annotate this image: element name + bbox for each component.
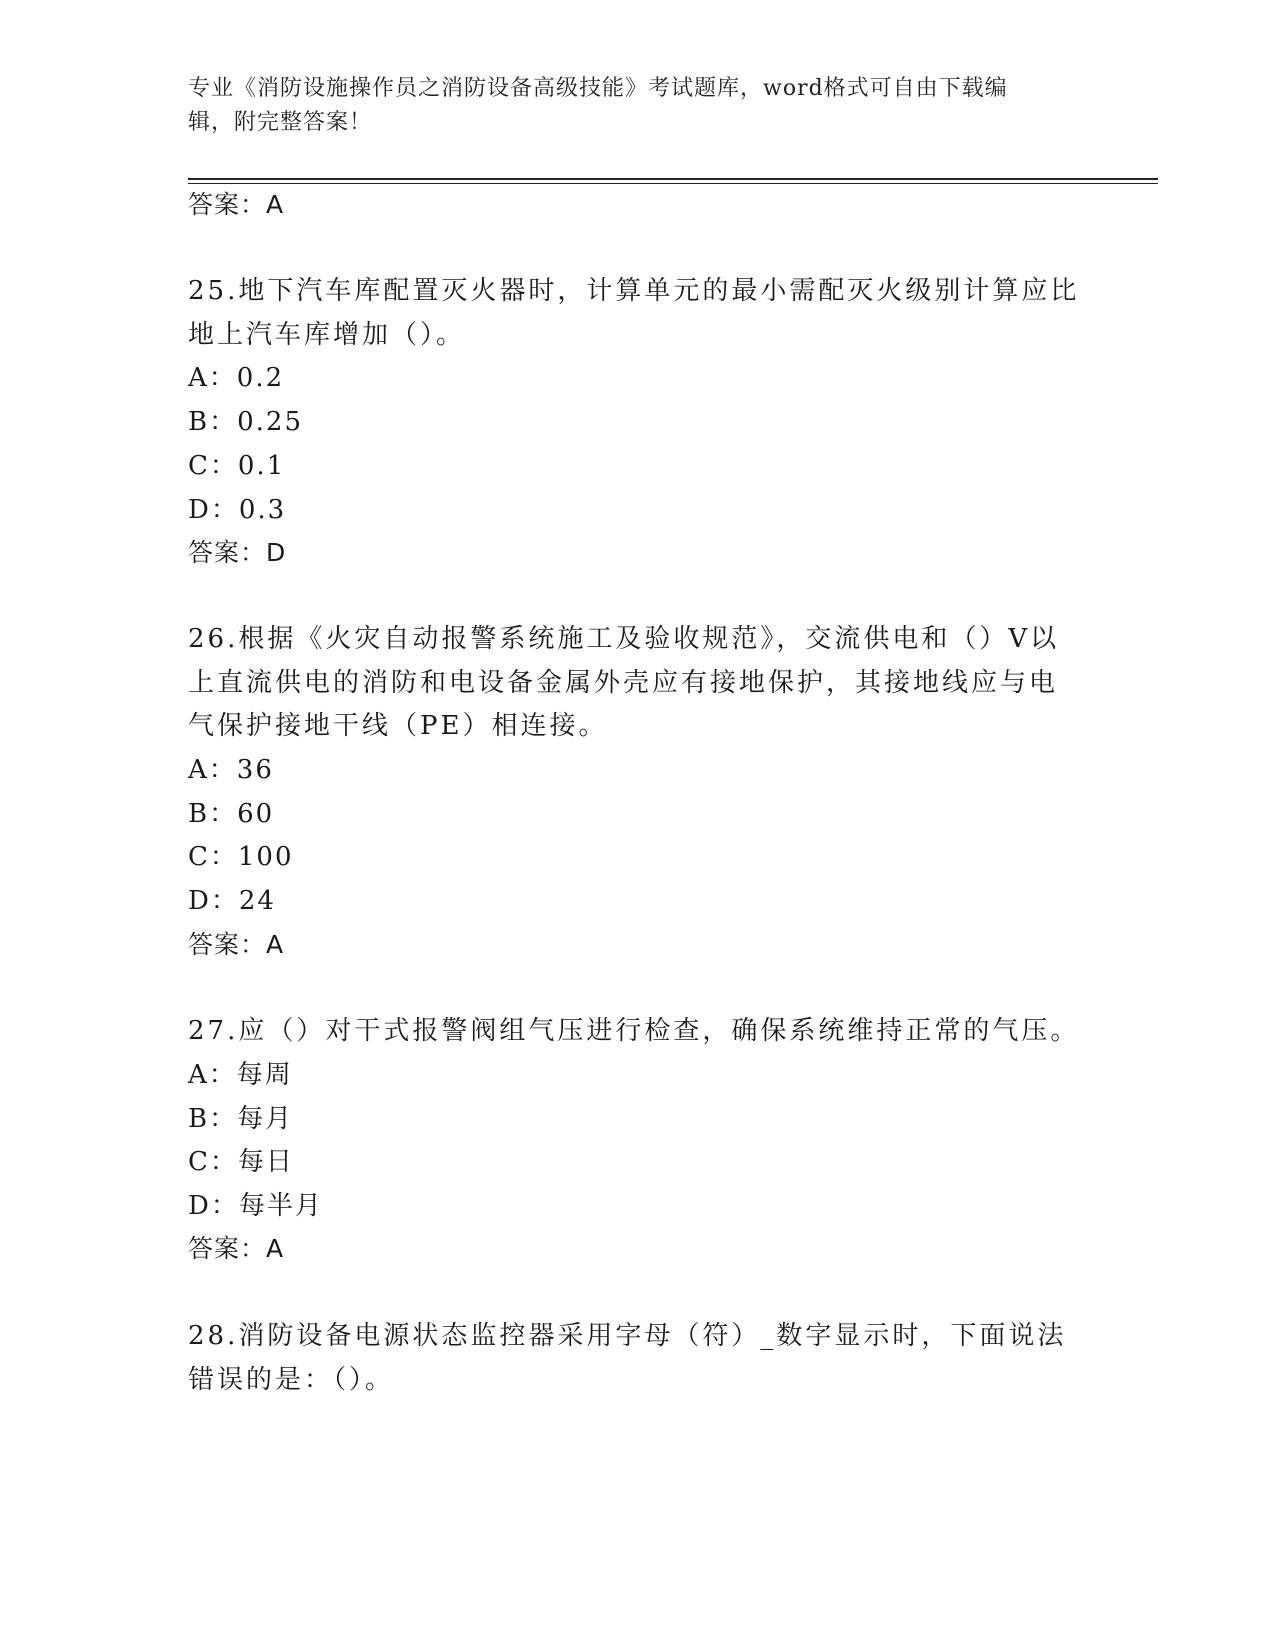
question-26-option-b: B：60 <box>188 799 275 829</box>
question-27-line-1: 27.应（）对干式报警阀组气压进行检查，确保系统维持正常的气压。 <box>188 1016 1080 1046</box>
question-25-line-1: 25.地下汽车库配置灭火器时，计算单元的最小需配灭火级别计算应比 <box>188 276 1080 306</box>
question-28-line-1: 28.消防设备电源状态监控器采用字母（符）_数字显示时，下面说法 <box>188 1321 1067 1351</box>
question-26-option-c: C：100 <box>188 842 294 872</box>
header-line-1: 专业《消防设施操作员之消防设备高级技能》考试题库，word格式可自由下载编 <box>188 76 1008 101</box>
question-27-option-b: B：每月 <box>188 1104 294 1134</box>
question-26-answer: 答案：A <box>188 930 285 959</box>
question-26-line-2: 上直流供电的消防和电设备金属外壳应有接地保护，其接地线应与电 <box>188 668 1059 698</box>
question-26-option-a: A：36 <box>188 755 274 785</box>
question-27-answer: 答案：A <box>188 1234 285 1263</box>
question-28-line-2: 错误的是：（）。 <box>188 1365 395 1395</box>
question-25-line-2: 地上汽车库增加（）。 <box>188 320 466 350</box>
question-26-line-1: 26.根据《火灾自动报警系统施工及验收规范》，交流供电和（）V以 <box>188 624 1060 654</box>
question-25-option-d: D：0.3 <box>188 495 287 525</box>
document-header <box>188 72 1068 140</box>
question-25-option-c: C：0.1 <box>188 451 286 481</box>
question-27-option-a: A：每周 <box>188 1060 293 1090</box>
question-26-line-3: 气保护接地干线（PE）相连接。 <box>188 711 608 741</box>
question-25-answer: 答案：D <box>188 538 287 567</box>
question-26-option-d: D：24 <box>188 886 276 916</box>
header-divider-thin <box>188 183 1158 184</box>
question-27-option-d: D：每半月 <box>188 1191 323 1221</box>
answer-line: 答案：A <box>188 190 285 219</box>
header-divider-thick <box>188 178 1158 180</box>
question-25-option-a: A：0.2 <box>188 363 285 393</box>
question-25-option-b: B：0.25 <box>188 407 303 437</box>
question-27-option-c: C：每日 <box>188 1147 294 1177</box>
header-line-2: 辑，附完整答案！ <box>188 110 373 135</box>
